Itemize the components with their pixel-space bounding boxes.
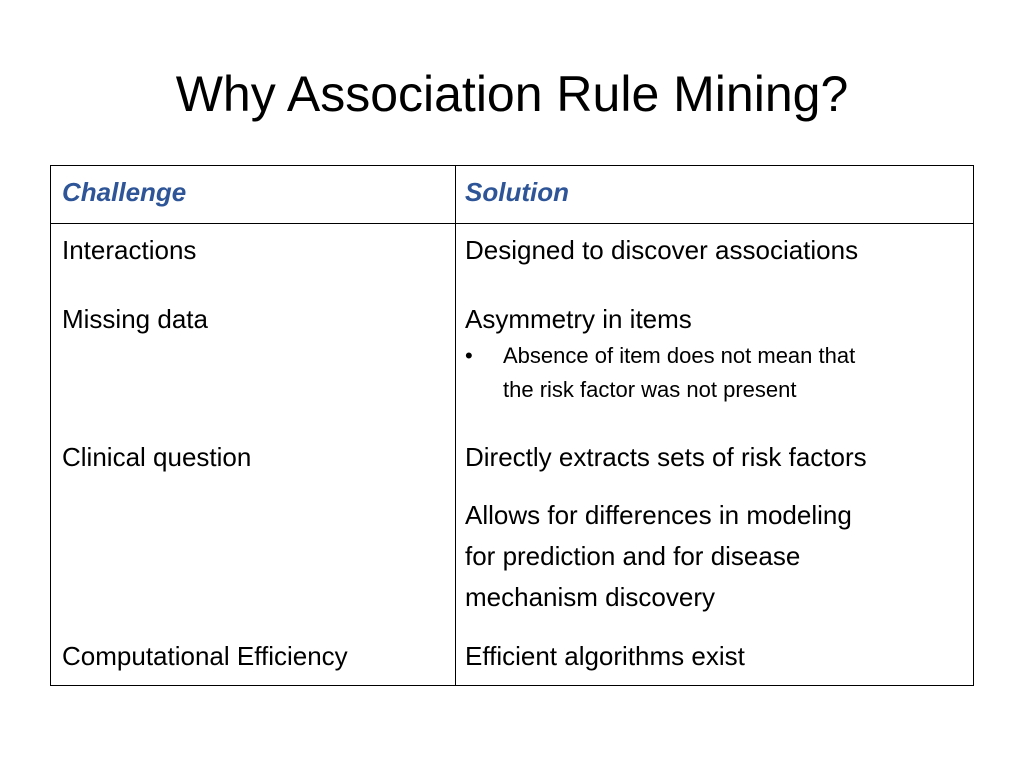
- challenge-cell: Interactions: [62, 235, 197, 265]
- header-solution: Solution: [465, 177, 569, 207]
- solution-cell: Efficient algorithms exist: [465, 641, 745, 671]
- challenge-cell: Clinical question: [62, 442, 252, 472]
- solution-line: Allows for differences in modeling: [465, 500, 852, 530]
- header-challenge: Challenge: [62, 177, 187, 207]
- solution-cell: Directly extracts sets of risk factors: [465, 442, 867, 472]
- bullet-icon: •: [465, 343, 473, 368]
- solution-cell: Asymmetry in items: [465, 304, 692, 334]
- solution-line: for prediction and for disease: [465, 541, 801, 571]
- challenge-cell: Missing data: [62, 304, 208, 334]
- solution-cell: Designed to discover associations: [465, 235, 859, 265]
- challenge-cell: Computational Efficiency: [62, 641, 348, 671]
- bullet-line: Absence of item does not mean that: [503, 343, 856, 368]
- column-divider: [455, 166, 456, 685]
- solution-line: mechanism discovery: [465, 582, 715, 612]
- bullet-line: the risk factor was not present: [503, 377, 797, 402]
- header-divider: [51, 223, 973, 224]
- slide-title: Why Association Rule Mining?: [175, 66, 849, 122]
- challenge-solution-table: [50, 165, 974, 686]
